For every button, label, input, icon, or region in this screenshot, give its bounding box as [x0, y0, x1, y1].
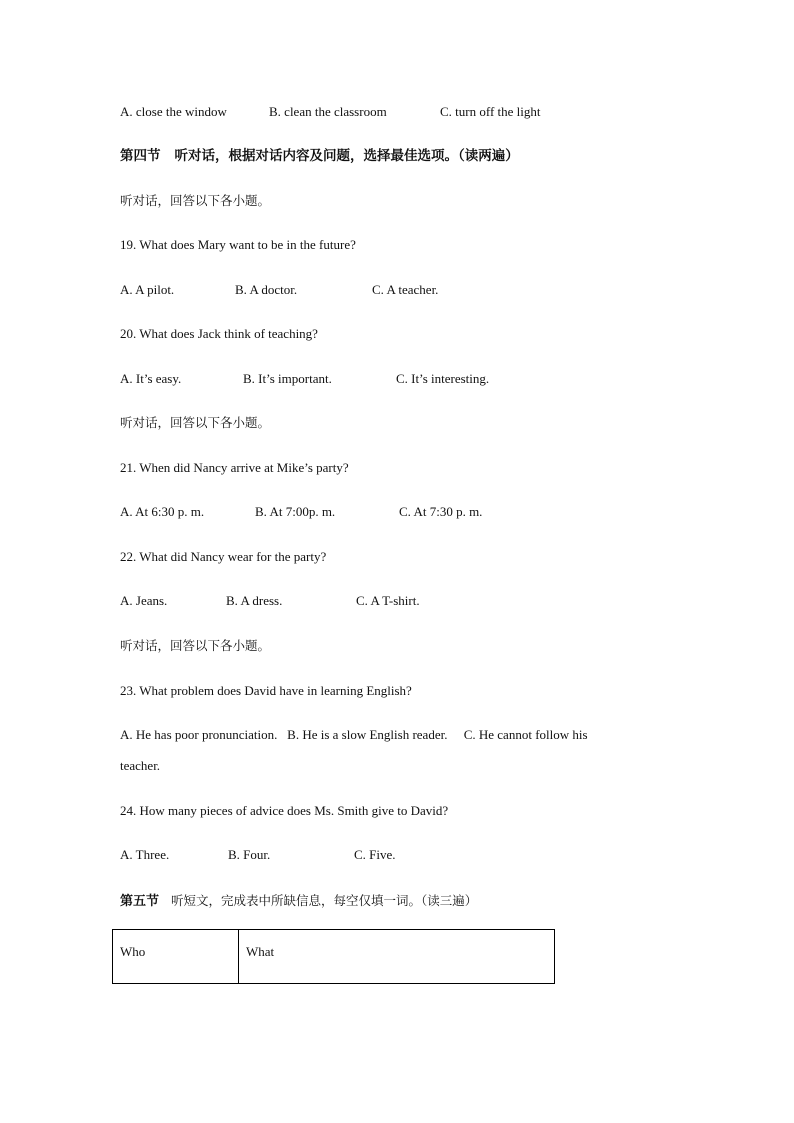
- table-header-what: What: [239, 930, 555, 984]
- table-header-who: Who: [113, 930, 239, 984]
- listen-prompt: 听对话，回答以下各小题。: [120, 193, 271, 208]
- section5-heading: [120, 893, 477, 910]
- q23-options-wrap: teacher.: [120, 758, 161, 773]
- question-20: 20. What does Jack think of teaching?: [120, 326, 318, 341]
- q19-option-b: B. A doctor.: [235, 282, 298, 297]
- q20-option-a: A. It’s easy.: [120, 371, 182, 386]
- q18-option-b: B. clean the classroom: [269, 104, 387, 119]
- q19-option-a: A. A pilot.: [120, 282, 175, 297]
- q23-options-line: A. He has poor pronunciation. B. He is a slow English reader. C. He cannot follow his: [120, 727, 588, 742]
- q24-option-a: A. Three.: [120, 847, 170, 862]
- q24-option-b: B. Four.: [228, 847, 271, 862]
- question-23: 23. What problem does David have in learning English?: [120, 683, 412, 698]
- q21-option-a: A. At 6:30 p. m.: [120, 504, 205, 519]
- section5-instruction: 听短文，完成表中所缺信息，每空仅填一词。（读三遍）: [171, 893, 478, 908]
- section4-instruction: 听对话，根据对话内容及问题，选择最佳选项。（读两遍）: [174, 148, 519, 164]
- q24-option-c: C. Five.: [354, 847, 396, 862]
- listen-prompt: 听对话，回答以下各小题。: [120, 638, 271, 653]
- section4-label: 第四节: [120, 148, 161, 164]
- question-22: 22. What did Nancy wear for the party?: [120, 549, 327, 564]
- question-24: 24. How many pieces of advice does Ms. Smith give to David?: [120, 803, 449, 818]
- q20-option-c: C. It’s interesting.: [396, 371, 490, 386]
- question-19: 19. What does Mary want to be in the future?: [120, 237, 356, 252]
- q22-option-c: C. A T-shirt.: [356, 593, 420, 608]
- q21-option-c: C. At 7:30 p. m.: [399, 504, 483, 519]
- q23-options-text: [120, 727, 588, 743]
- q18-option-a: A. close the window: [120, 104, 227, 119]
- q18-option-c: C. turn off the light: [440, 104, 541, 119]
- q21-option-b: B. At 7:00p. m.: [255, 504, 336, 519]
- q22-option-a: A. Jeans.: [120, 593, 168, 608]
- section5-label: 第五节: [120, 894, 160, 909]
- question-21: 21. When did Nancy arrive at Mike’s party?: [120, 460, 349, 475]
- q20-option-b: B. It’s important.: [243, 371, 332, 386]
- listen-prompt: 听对话，回答以下各小题。: [120, 415, 271, 430]
- q22-option-b: B. A dress.: [226, 593, 283, 608]
- answer-table: [112, 929, 555, 984]
- q19-option-c: C. A teacher.: [372, 282, 439, 297]
- table-row: [113, 930, 555, 984]
- section4-heading: [120, 148, 519, 164]
